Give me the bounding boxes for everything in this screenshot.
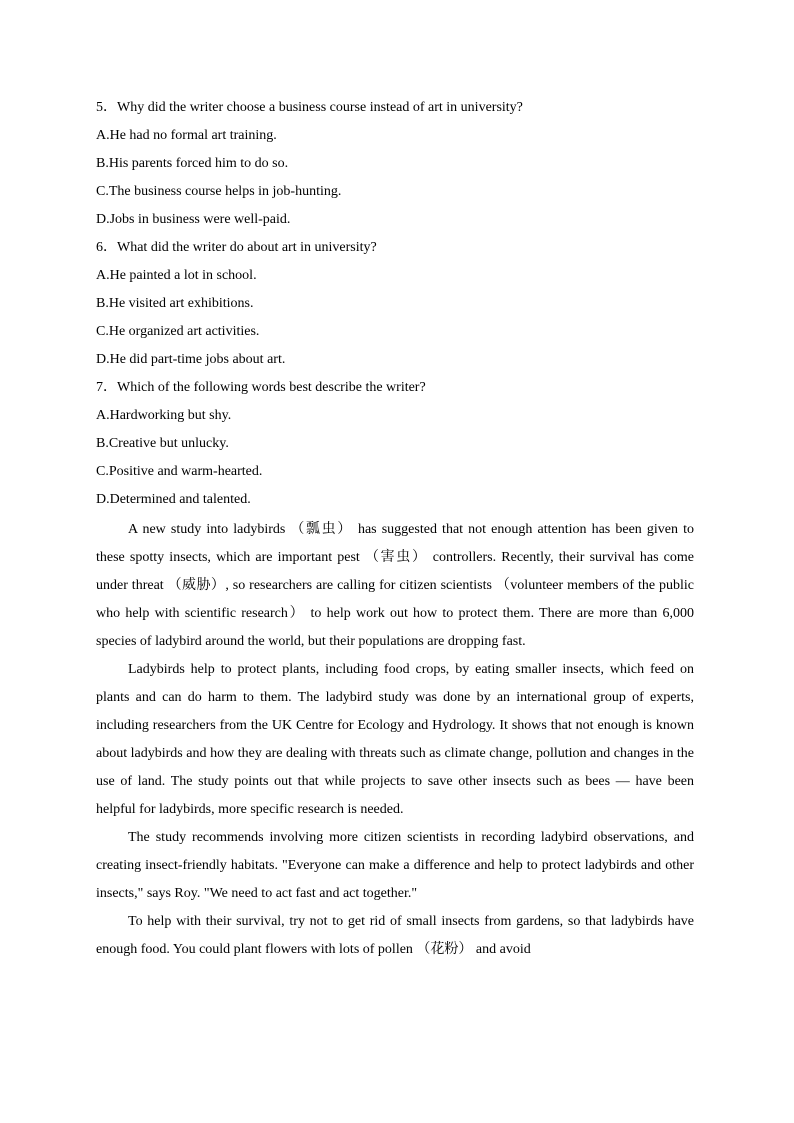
option-c: C.The business course helps in job-hunting. <box>96 184 342 199</box>
option-b: B.His parents forced him to do so. <box>96 156 289 171</box>
question-stem: 6．What did the writer do about art in university? <box>96 240 377 255</box>
passage-paragraph-3: The study recommends involving more citizen scientists in recording ladybird observations, and creating insect-friendly habitats. "Everyone can make a difference and help to protect ladybirds and other insects," says Roy. "We need to act fast and act together." <box>96 830 694 901</box>
document-content <box>96 94 694 964</box>
option-d: D.Determined and talented. <box>96 492 251 507</box>
option-c: C.Positive and warm-hearted. <box>96 464 263 479</box>
option-a: A.He painted a lot in school. <box>96 268 257 283</box>
question-5 <box>96 94 694 234</box>
option-a: A.He had no formal art training. <box>96 128 277 143</box>
option-b: B.Creative but unlucky. <box>96 436 229 451</box>
option-b: B.He visited art exhibitions. <box>96 296 254 311</box>
question-7 <box>96 374 694 514</box>
question-6 <box>96 234 694 374</box>
passage-paragraph-2: Ladybirds help to protect plants, including food crops, by eating smaller insects, which feed on plants and can do harm to them. The ladybird study was done by an international group of experts, including researchers from the UK Centre for Ecology and Hydrology. It shows that not enough is known about ladybirds and how they are dealing with threats such as climate change, pollution and changes in the use of land. The study points out that while projects to save other insects such as bees — have been helpful for ladybirds, more specific research is needed. <box>96 662 694 817</box>
option-d: D.He did part-time jobs about art. <box>96 352 286 367</box>
question-stem: 5．Why did the writer choose a business course instead of art in university? <box>96 100 523 115</box>
passage-paragraph-1: A new study into ladybirds （瓢虫） has suggested that not enough attention has been given to these spotty insects, which are important pest （害虫） controllers. Recently, their survival has come under threat （威胁）, so researchers are calling for citizen scientists （volunteer members of the public who help with scientific research） to help work out how to protect them. There are more than 6,000 species of ladybird around the world, but their populations are dropping fast. <box>96 522 694 649</box>
option-a: A.Hardworking but shy. <box>96 408 232 423</box>
question-stem: 7．Which of the following words best describe the writer? <box>96 380 426 395</box>
option-c: C.He organized art activities. <box>96 324 260 339</box>
passage-paragraph-4: To help with their survival, try not to get rid of small insects from gardens, so that ladybirds have enough food. You could plant flowers with lots of pollen （花粉） and avoid <box>96 914 694 957</box>
option-d: D.Jobs in business were well-paid. <box>96 212 291 227</box>
reading-passage <box>96 516 694 964</box>
